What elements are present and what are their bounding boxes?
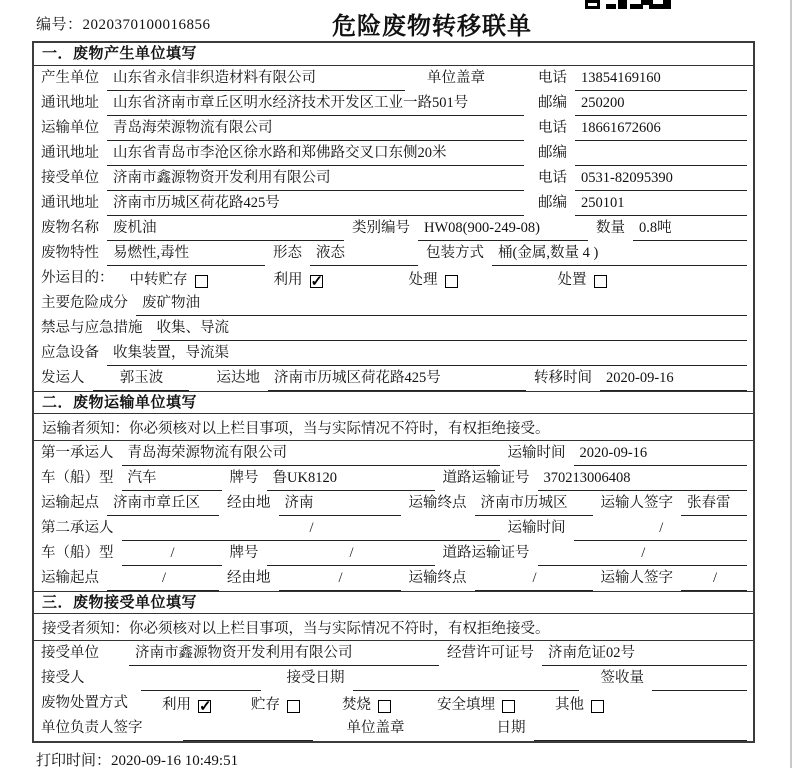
form-row-emergency-equipment	[34, 341, 753, 366]
checkbox-option	[274, 268, 323, 291]
field-value: 13854169160	[575, 70, 747, 91]
qr-block	[585, 0, 600, 9]
checkbox	[594, 275, 607, 288]
field-label: 经由地	[227, 495, 271, 511]
field-value: 液态	[310, 241, 418, 266]
checkbox	[198, 700, 211, 713]
field-label: 产生单位	[41, 70, 99, 86]
form-row-consignor	[34, 366, 753, 391]
form-row-disposal-method	[34, 691, 753, 716]
field-value: 2020-09-16	[600, 370, 747, 391]
field-label: 邮编	[538, 145, 567, 161]
field-value: 0531-82095390	[575, 170, 747, 191]
field-label: 运输起点	[41, 495, 99, 511]
field-label: 转移时间	[534, 370, 592, 386]
qr-block	[618, 0, 627, 9]
qr-block	[663, 0, 671, 9]
form-row-waste-name	[34, 216, 753, 241]
field-label: 第二承运人	[41, 520, 114, 536]
field-label: 废物名称	[41, 220, 99, 236]
field-label: 接受日期	[286, 670, 345, 686]
field-value: 济南危证02号	[542, 641, 747, 666]
field-value: /	[122, 520, 500, 541]
field-label: 废物处置方式	[41, 695, 128, 711]
field-label: 电话	[538, 70, 567, 86]
field-value: 济南市鑫源物资开发利用有限公司	[129, 641, 439, 666]
checkbox-option	[437, 693, 515, 716]
checkbox	[591, 700, 604, 713]
form-row-vehicle-1	[34, 466, 753, 491]
field-label: 通讯地址	[41, 195, 99, 211]
checkbox-label: 处理	[408, 272, 438, 288]
qr-block	[606, 4, 616, 9]
field-label: 运输时间	[507, 520, 566, 536]
field-label: 经营许可证号	[447, 645, 534, 661]
field-label: 包装方式	[426, 245, 484, 261]
section-1-header: 一．废物产生单位填写	[34, 43, 753, 66]
field-value	[652, 687, 747, 691]
field-value: 2020-09-16	[574, 445, 748, 466]
checkbox-label: 焚烧	[342, 697, 371, 713]
form-row-waste-property	[34, 241, 753, 266]
checkbox-option	[555, 693, 604, 716]
page-edge-line	[790, 0, 792, 768]
field-label: 经由地	[227, 570, 271, 586]
checkbox-option	[342, 693, 391, 716]
form-row-accept-person	[34, 666, 753, 691]
receiver-notice: 接受者须知：你必须核对以上栏目事项，当与实际情况不符时，有权拒绝接受。	[34, 614, 753, 641]
field-label: 牌号	[229, 470, 259, 486]
field-value	[183, 737, 313, 741]
field-label: 运输人签字	[600, 495, 673, 511]
form-row-emergency-measures	[34, 316, 753, 341]
form-row-second-carrier	[34, 516, 753, 541]
field-label: 牌号	[229, 545, 259, 561]
field-label: 主要危险成分	[41, 295, 128, 311]
field-value: 济南市鑫源物资开发利用有限公司	[107, 166, 524, 191]
field-label: 道路运输证号	[442, 470, 530, 486]
transporter-notice: 运输者须知：你必须核对以上栏目事项，当与实际情况不符时，有权拒绝接受。	[34, 414, 753, 441]
form-row-responsible-sign	[34, 716, 753, 741]
checkbox	[378, 700, 391, 713]
field-value: 370213006408	[538, 470, 748, 491]
field-value: 汽车	[122, 466, 222, 491]
print-time-label: 打印时间：	[36, 753, 112, 768]
field-label: 应急设备	[41, 345, 99, 361]
field-label: 单位盖章	[427, 70, 485, 86]
checkbox	[310, 275, 323, 288]
checkbox	[445, 275, 458, 288]
field-label: 电话	[538, 170, 567, 186]
form-row-route-1	[34, 491, 753, 516]
field-label: 接受单位	[41, 645, 99, 661]
field-label: 电话	[538, 120, 567, 136]
print-time-value: 2020-09-16 10:49:51	[111, 753, 239, 768]
field-value	[575, 162, 747, 166]
checkbox	[502, 700, 515, 713]
field-value: /	[681, 570, 747, 591]
checkbox	[287, 700, 300, 713]
field-label: 接受单位	[41, 170, 99, 186]
form-row-receiver-address	[34, 191, 753, 216]
field-label: 运达地	[216, 370, 260, 386]
checkbox	[195, 275, 208, 288]
checkbox-label: 利用	[273, 272, 303, 288]
field-value: 桶(金属,数量 4 )	[492, 241, 747, 266]
qr-code-fragment	[585, 0, 673, 10]
checkbox-label: 中转贮存	[129, 272, 188, 288]
field-value: 鲁UK8120	[267, 466, 435, 491]
section-3-header: 三．废物接受单位填写	[34, 591, 753, 614]
field-label: 运输人签字	[600, 570, 673, 586]
field-value	[141, 687, 261, 691]
form-row-hazard-component	[34, 291, 753, 316]
field-label: 废物特性	[41, 245, 99, 261]
field-label: 形态	[273, 245, 302, 261]
field-label: 运输单位	[41, 120, 99, 136]
field-value: 青岛海荣源物流有限公司	[122, 441, 500, 466]
field-value	[353, 687, 579, 691]
field-value: 济南市章丘区	[107, 491, 219, 516]
checkbox-label: 其他	[555, 697, 584, 713]
field-label: 禁忌与应急措施	[41, 320, 143, 336]
form-row-first-carrier	[34, 441, 753, 466]
field-value: 济南	[279, 491, 401, 516]
field-value: 250101	[575, 195, 747, 216]
form-row-transfer-purpose	[34, 266, 753, 291]
field-label: 单位负责人签字	[41, 720, 143, 736]
field-label: 通讯地址	[41, 145, 99, 161]
checkbox-label: 安全填埋	[437, 697, 495, 713]
field-label: 运输起点	[41, 570, 99, 586]
field-value: 郭玉波	[93, 366, 189, 391]
checkbox-label: 利用	[162, 697, 191, 713]
field-label: 运输终点	[408, 570, 467, 586]
field-value: HW08(900-249-08)	[418, 220, 588, 241]
field-label: 接受人	[41, 670, 85, 686]
field-value: 青岛海荣源物流有限公司	[107, 116, 524, 141]
field-label: 单位盖章	[346, 720, 405, 736]
manifest-number-label: 编号：	[36, 17, 83, 33]
field-label: 车（船）型	[41, 545, 114, 561]
field-value: 250200	[575, 95, 747, 116]
form-row-route-2	[34, 566, 753, 591]
field-value: /	[538, 545, 748, 566]
field-value: 易燃性,毒性	[107, 241, 265, 266]
field-label: 道路运输证号	[442, 545, 530, 561]
form-row-producer	[34, 66, 753, 91]
field-value: 济南市历城区荷花路425号	[268, 366, 526, 391]
field-value: 收集装置，导流渠	[107, 341, 747, 366]
checkbox-label: 贮存	[251, 697, 280, 713]
field-value: 张春雷	[681, 491, 747, 516]
field-label: 外运目的：	[41, 270, 114, 286]
field-value: 济南市历城区	[475, 491, 593, 516]
manifest-form	[32, 41, 755, 743]
field-value: 山东省济南市章丘区明水经济技术开发区工业一路501号	[107, 91, 524, 116]
field-value	[534, 737, 748, 741]
page-title: 危险废物转移联单	[332, 14, 532, 40]
field-value: 济南市历城区荷花路425号	[107, 191, 524, 216]
field-value: 18661672606	[575, 120, 747, 141]
field-value: 山东省青岛市李沧区徐水路和郑佛路交叉口东侧20米	[107, 141, 524, 166]
form-row-producer-address	[34, 91, 753, 116]
field-value: 废机油	[107, 216, 344, 241]
field-value: /	[107, 570, 219, 591]
field-label: 日期	[496, 720, 526, 736]
field-label: 签收量	[600, 670, 644, 686]
form-row-transporter	[34, 116, 753, 141]
field-label: 发运人	[41, 370, 85, 386]
section-2-header: 二．废物运输单位填写	[34, 391, 753, 414]
field-value: 收集、导流	[151, 316, 748, 341]
field-value: /	[279, 570, 401, 591]
field-label: 第一承运人	[41, 445, 114, 461]
field-label: 通讯地址	[41, 95, 99, 111]
field-value: /	[267, 545, 435, 566]
field-value: 0.8吨	[633, 216, 747, 241]
field-label: 类别编号	[352, 220, 410, 236]
field-label: 车（船）型	[41, 470, 114, 486]
checkbox-option	[162, 693, 211, 716]
form-row-accept-unit	[34, 641, 753, 666]
field-label: 数量	[596, 220, 625, 236]
field-value: /	[475, 570, 593, 591]
checkbox-option	[558, 268, 607, 291]
checkbox-label: 处置	[557, 272, 587, 288]
field-value: /	[574, 520, 748, 541]
manifest-number-value: 2020370100016856	[82, 17, 211, 33]
field-label: 运输时间	[507, 445, 566, 461]
checkbox-option	[409, 268, 458, 291]
print-time	[36, 749, 238, 768]
form-row-transporter-address	[34, 141, 753, 166]
checkbox-option	[251, 693, 300, 716]
field-label: 运输终点	[408, 495, 467, 511]
form-row-receiver	[34, 166, 753, 191]
manifest-number	[36, 13, 211, 34]
field-value: /	[122, 545, 222, 566]
form-row-vehicle-2	[34, 541, 753, 566]
field-value: 废矿物油	[136, 291, 747, 316]
checkbox-option	[130, 268, 208, 291]
field-value: 山东省永信非织造材料有限公司	[107, 66, 405, 91]
field-label: 邮编	[538, 195, 567, 211]
field-label: 邮编	[538, 95, 567, 111]
